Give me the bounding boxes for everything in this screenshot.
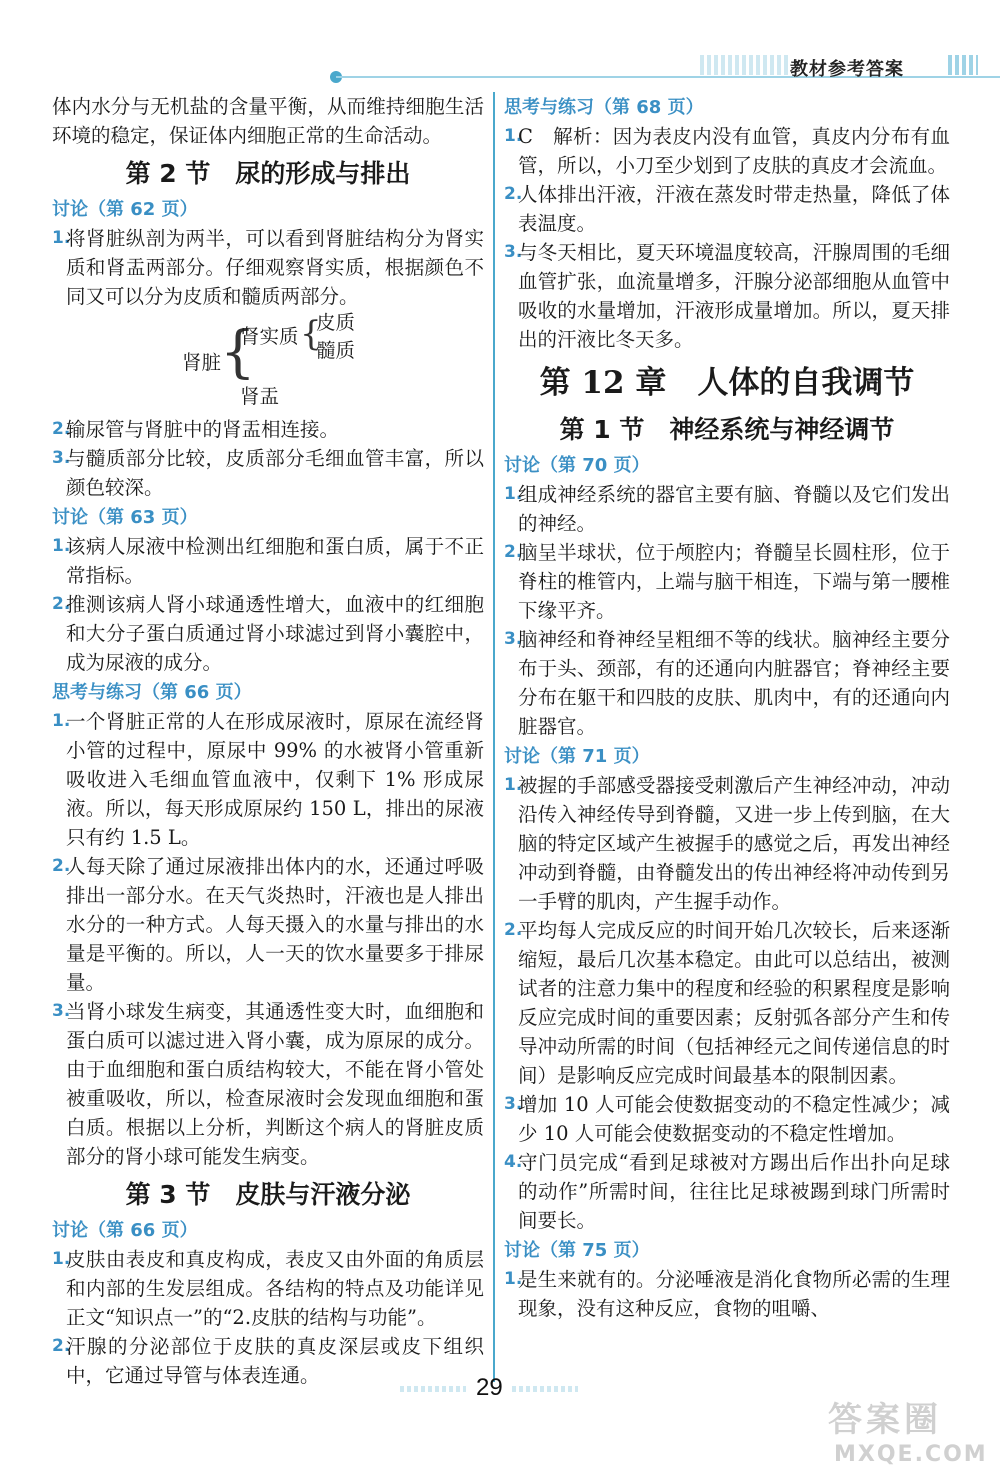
item-number: 2. (52, 419, 71, 439)
list-item (504, 538, 950, 625)
list-item (504, 180, 950, 238)
item-number: 1. (504, 126, 523, 146)
exercise-68-label: 思考与练习（第 68 页） (504, 97, 704, 118)
tree-leaf-1: 皮质 (316, 311, 356, 334)
tree-brace-sub: { (300, 314, 322, 354)
item-number: 2. (52, 594, 71, 614)
item-text: 脑神经和脊神经呈粗细不等的线状。脑神经主要分布于头、颈部，有的还通向内脏器官；脊神经主要分布在躯干和四肢的皮肤、肌肉中，有的还通向内脏器官。 (518, 628, 950, 738)
list-item (504, 1148, 950, 1235)
column-divider (493, 92, 495, 1382)
item-text: C 解析：因为表皮内没有血管，真皮内分布有血管，所以，小刀至少划到了皮肤的真皮才会流血。 (518, 125, 950, 177)
section-3-heading: 第 3 节 皮肤与汗液分泌 (125, 1180, 411, 1209)
item-text: 组成神经系统的器官主要有脑、脊髓以及它们发出的神经。 (518, 483, 950, 535)
footer-band-right (512, 1386, 578, 1392)
item-text: 被握的手部感受器接受刺激后产生神经冲动，冲动沿传入神经传导到脊髓，又进一步上传到脑，在大脑的特定区域产生被握手的感觉之后，再发出神经冲动到脊髓，由脊髓发出的传出神经将冲动传到另一手臂的肌肉，产生握手动作。 (518, 774, 950, 913)
discussion-66-label: 讨论（第 66 页） (52, 1220, 198, 1241)
item-number: 3. (504, 629, 523, 649)
discussion-75-label: 讨论（第 75 页） (504, 1240, 650, 1261)
item-number: 1. (52, 711, 71, 731)
discussion-71-label: 讨论（第 71 页） (504, 746, 650, 767)
list-item (52, 532, 484, 590)
list-item (52, 224, 484, 311)
item-text: 与冬天相比，夏天环境温度较高，汗腺周围的毛细血管扩张，血流量增多，汗腺分泌部细胞从血管中吸收的水量增加，汗液形成量增加。所以，夏天排出的汗液比冬天多。 (518, 241, 950, 351)
item-number: 2. (504, 542, 523, 562)
list-item (504, 1265, 950, 1323)
item-number: 1. (504, 484, 523, 504)
item-text: 当肾小球发生病变，其通透性变大时，血细胞和蛋白质可以滤过进入肾小囊，成为原尿的成分。由于血细胞和蛋白质结构较大，不能在肾小管处被重吸收，所以，检查尿液时会发现血细胞和蛋白质。根据以上分析，判断这个病人的肾脏皮质部分的肾小球可能发生病变。 (66, 1000, 484, 1168)
list-item (504, 238, 950, 354)
item-text: 与髓质部分比较，皮质部分毛细血管丰富，所以颜色较深。 (66, 447, 484, 499)
header-band-decoration (700, 55, 790, 75)
item-text: 脑呈半球状，位于颅腔内；脊髓呈长圆柱形，位于脊柱的椎管内，上端与脑干相连，下端与第一腰椎下缘平齐。 (518, 541, 950, 622)
item-number: 2. (52, 1336, 71, 1356)
item-text: 汗腺的分泌部位于皮肤的真皮深层或皮下组织中，它通过导管与体表连通。 (66, 1335, 484, 1387)
tree-root: 肾脏 (182, 351, 222, 374)
list-item (504, 771, 950, 916)
item-text: 守门员完成“看到足球被对方踢出后作出扑向足球的动作”所需时间，往往比足球被踢到球门所需时间要长。 (518, 1151, 950, 1232)
item-number: 2. (52, 856, 71, 876)
site-watermark-logo (822, 1392, 988, 1478)
watermark-top-text: 答案圈 (828, 1400, 942, 1440)
item-number: 3. (504, 1094, 523, 1114)
list-item (504, 625, 950, 741)
list-item (52, 444, 484, 502)
item-number: 1. (52, 228, 71, 248)
list-item (504, 122, 950, 180)
discussion-70-label: 讨论（第 70 页） (504, 455, 650, 476)
list-item (52, 997, 484, 1171)
right-column (504, 92, 950, 1323)
header-tail-decoration (948, 55, 978, 75)
discussion-62-label: 讨论（第 62 页） (52, 199, 198, 220)
item-text: 一个肾脏正常的人在形成尿液时，原尿在流经肾小管的过程中，原尿中 99% 的水被肾小管重新吸收进入毛细血管血液中，仅剩下 1% 形成尿液。所以，每天形成原尿约 150 L，排出的尿液只有约 1.5 L。 (66, 710, 484, 849)
tree-branch-2: 肾盂 (240, 385, 280, 408)
item-text: 增加 10 人可能会使数据变动的不稳定性减少；减少 10 人可能会使数据变动的不稳定性增加。 (518, 1093, 950, 1145)
list-item (504, 1090, 950, 1148)
item-text: 平均每人完成反应的时间开始几次较长，后来逐渐缩短，最后几次基本稳定。由此可以总结出，被测试者的注意力集中的程度和经验的积累程度是影响反应完成时间的重要因素；反射弧各部分产生和传导冲动所需的时间（包括神经元之间传递信息的时间）是影响反应完成时间最基本的限制因素。 (518, 919, 950, 1087)
exercise-66-label: 思考与练习（第 66 页） (52, 682, 252, 703)
list-item (52, 707, 484, 852)
page-number: 29 (476, 1374, 503, 1401)
list-item (504, 916, 950, 1090)
list-item (52, 1245, 484, 1332)
tree-brace-main: { (220, 320, 256, 385)
item-number: 2. (504, 920, 523, 940)
list-item (52, 852, 484, 997)
item-text: 人每天除了通过尿液排出体内的水，还通过呼吸排出一部分水。在天气炎热时，汗液也是人排出水分的一种方式。人每天摄入的水量与排出的水量是平衡的。所以，人一天的饮水量要多于排尿量。 (66, 855, 484, 994)
item-text: 皮肤由表皮和真皮构成，表皮又由外面的角质层和内部的生发层组成。各结构的特点及功能详见正文“知识点一”的“2.皮肤的结构与功能”。 (66, 1248, 484, 1329)
list-item (52, 415, 484, 444)
tree-branch-1: 肾实质 (240, 325, 299, 348)
chapter-12-heading: 第 12 章 人体的自我调节 (539, 365, 915, 401)
item-number: 2. (504, 184, 523, 204)
header-title: 教材参考答案 (790, 59, 904, 80)
list-item (504, 480, 950, 538)
item-number: 1. (504, 775, 523, 795)
footer-band-left (400, 1386, 466, 1392)
section-2-heading: 第 2 节 尿的形成与排出 (125, 159, 411, 188)
item-number: 1. (52, 1249, 71, 1269)
item-number: 1. (52, 536, 71, 556)
kidney-structure-diagram (182, 311, 484, 415)
item-text: 人体排出汗液，汗液在蒸发时带走热量，降低了体表温度。 (518, 183, 950, 235)
item-number: 3. (52, 1001, 71, 1021)
item-text: 将肾脏纵剖为两半，可以看到肾脏结构分为肾实质和肾盂两部分。仔细观察肾实质，根据颜色不同又可以分为皮质和髓质两部分。 (66, 227, 484, 308)
intro-paragraph: 体内水分与无机盐的含量平衡，从而维持细胞生活环境的稳定，保证体内细胞正常的生命活动。 (52, 95, 484, 147)
watermark-bottom-text: MXQE.COM (834, 1442, 988, 1467)
item-number: 3. (52, 448, 71, 468)
section-1-heading: 第 1 节 神经系统与神经调节 (559, 415, 895, 444)
item-number: 4. (504, 1152, 523, 1172)
item-text: 该病人尿液中检测出红细胞和蛋白质，属于不正常指标。 (66, 535, 484, 587)
discussion-63-label: 讨论（第 63 页） (52, 507, 198, 528)
item-text: 推测该病人肾小球通透性增大，血液中的红细胞和大分子蛋白质通过肾小球滤过到肾小囊腔中，成为尿液的成分。 (66, 593, 484, 674)
list-item (52, 590, 484, 677)
item-text: 输尿管与肾脏中的肾盂相连接。 (66, 418, 340, 441)
list-item (52, 1332, 484, 1390)
item-number: 3. (504, 242, 523, 262)
tree-leaf-2: 髓质 (316, 339, 356, 362)
item-text: 是生来就有的。分泌唾液是消化食物所必需的生理现象，没有这种反应，食物的咀嚼、 (518, 1268, 950, 1320)
item-number: 1. (504, 1269, 523, 1289)
left-column (52, 92, 484, 1390)
